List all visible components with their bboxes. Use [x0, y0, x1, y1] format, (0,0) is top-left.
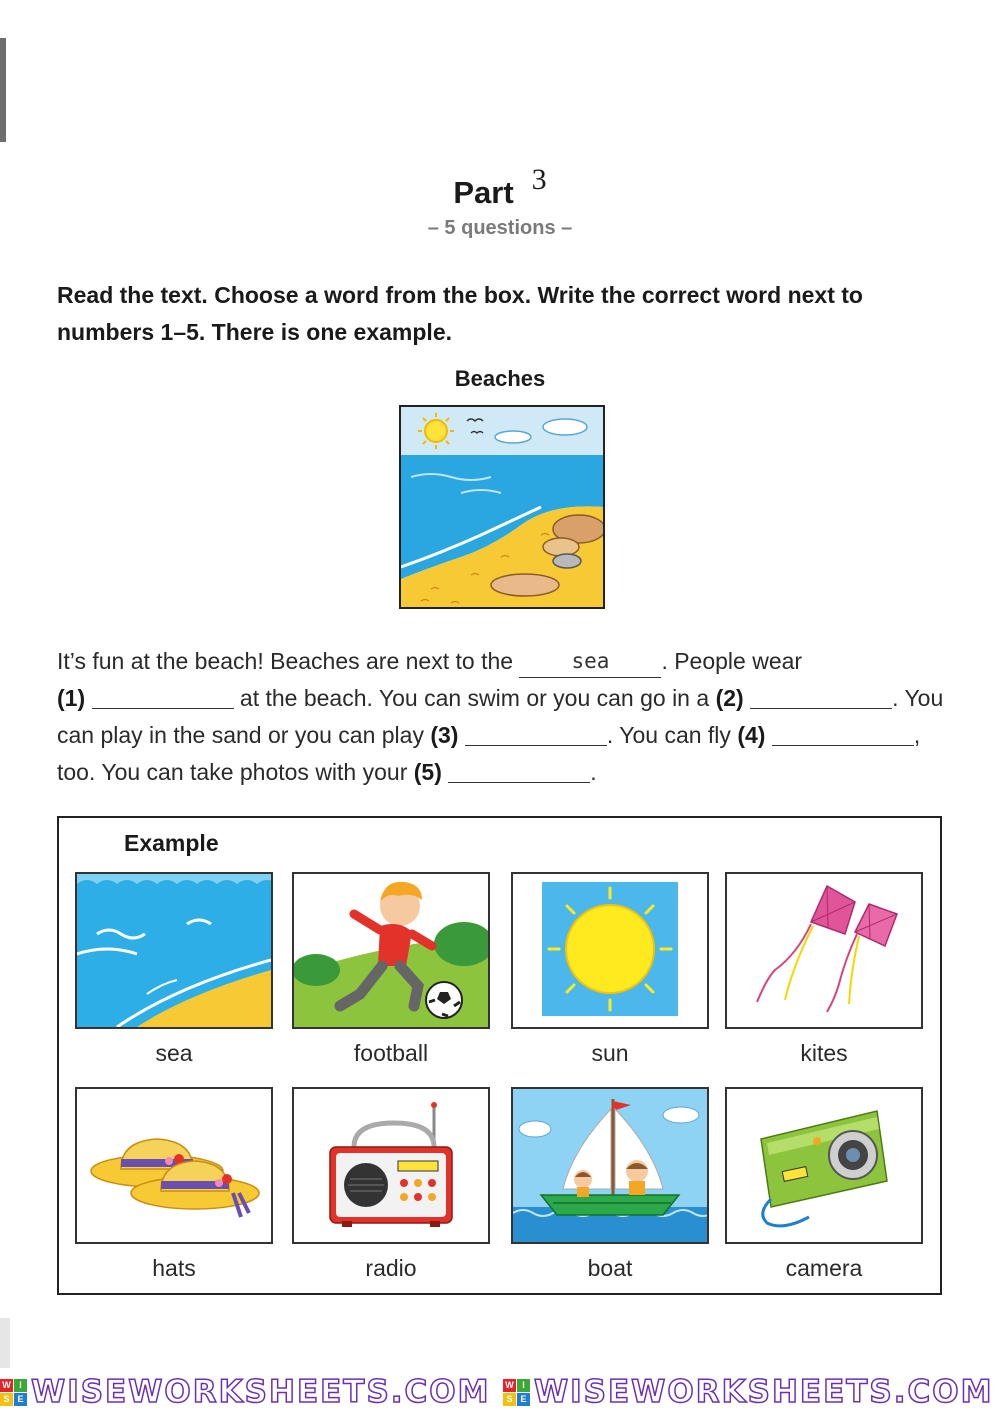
- word-radio: radio: [365, 1255, 417, 1281]
- page-edge-bar: [0, 38, 6, 142]
- example-answer-blank: [519, 649, 661, 678]
- answer-blank-1[interactable]: [92, 685, 234, 709]
- logo-letter: S: [503, 1393, 516, 1406]
- kites-icon: [725, 872, 923, 1029]
- word-kites: kites: [800, 1040, 848, 1066]
- word-boat: boat: [587, 1255, 633, 1281]
- word-sun: sun: [591, 1040, 629, 1066]
- sun-icon: [511, 872, 709, 1029]
- watermark: [503, 1374, 994, 1410]
- page-edge-shade: [0, 1318, 10, 1368]
- word-camera: camera: [785, 1255, 863, 1281]
- passage-text: . You can fly: [606, 722, 731, 748]
- passage-text: . You can play in the sand or you can play: [57, 685, 944, 748]
- questions-count: – 5 questions –: [427, 217, 573, 239]
- watermark-text: WISEWORKSHEETS.COM: [533, 1374, 994, 1410]
- sailing-boat-icon: [511, 1087, 709, 1244]
- passage-text: .: [590, 759, 597, 785]
- word-hats: hats: [152, 1255, 196, 1281]
- question-number-4: (4): [737, 722, 766, 748]
- word-football: football: [353, 1040, 429, 1066]
- logo-letter: S: [0, 1393, 13, 1406]
- word-sea: sea: [155, 1040, 193, 1066]
- passage-text: . People wear: [661, 648, 803, 674]
- wiseworksheets-logo-icon: [0, 1379, 27, 1406]
- radio-icon: [292, 1087, 490, 1244]
- answer-blank-3[interactable]: [465, 722, 607, 746]
- question-number-2: (2): [715, 685, 744, 711]
- instruction-text: Read the text. Choose a word from the box. Write the correct word next to numbers 1–5. There is one example.: [57, 282, 863, 345]
- question-number-3: (3): [430, 722, 459, 748]
- watermark: [0, 1374, 491, 1410]
- logo-letter: E: [14, 1393, 27, 1406]
- answer-blank-5[interactable]: [448, 759, 590, 783]
- part-label: Part: [453, 175, 514, 210]
- word-box: [57, 816, 942, 1295]
- camera-icon: [725, 1087, 923, 1244]
- watermark-footer: [0, 1374, 1000, 1410]
- sea-waves-icon: [75, 872, 273, 1029]
- logo-letter: I: [14, 1379, 27, 1392]
- logo-letter: W: [0, 1379, 13, 1392]
- passage-text: , too. You can take photos with your: [57, 722, 921, 785]
- story-title: Beaches: [454, 366, 546, 391]
- question-number-5: (5): [413, 759, 442, 785]
- wiseworksheets-logo-icon: [503, 1379, 530, 1406]
- answer-blank-2[interactable]: [750, 685, 892, 709]
- boy-football-icon: [292, 872, 490, 1029]
- beach-scene-icon: [399, 405, 605, 609]
- part-number: 3: [531, 163, 547, 196]
- passage-text: at the beach. You can swim or you can go in a: [239, 685, 710, 711]
- passage-text: It’s fun at the beach! Beaches are next to the: [57, 648, 514, 674]
- logo-letter: W: [503, 1379, 516, 1392]
- straw-hats-icon: [75, 1087, 273, 1244]
- story-passage: [57, 643, 957, 791]
- question-number-1: (1): [57, 685, 86, 711]
- watermark-text: WISEWORKSHEETS.COM: [31, 1374, 491, 1410]
- example-answer: sea: [571, 649, 610, 673]
- example-label: Example: [124, 830, 219, 856]
- logo-letter: I: [517, 1379, 530, 1392]
- answer-blank-4[interactable]: [772, 722, 914, 746]
- logo-letter: E: [517, 1393, 530, 1406]
- part-title: [0, 163, 1000, 211]
